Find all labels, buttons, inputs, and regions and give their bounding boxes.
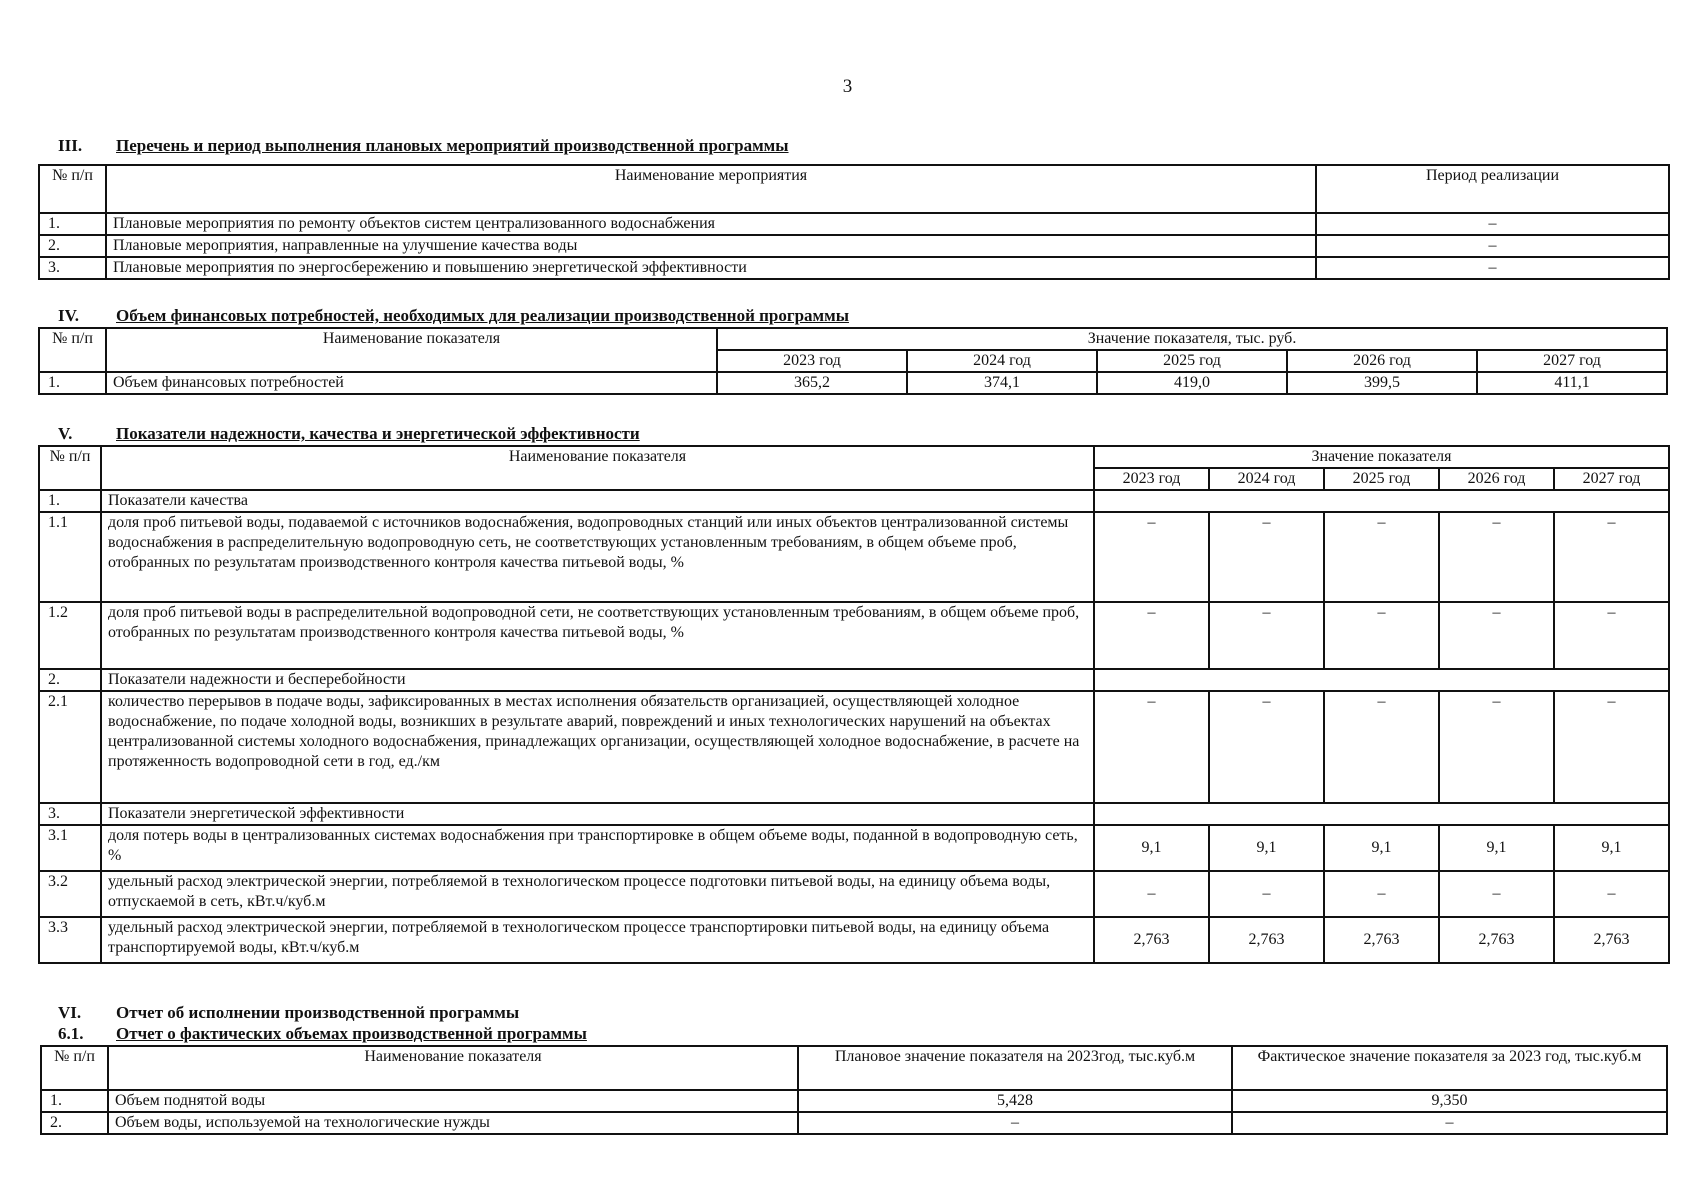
s61-header-fact: Фактическое значение показателя за 2023 год, тыс.куб.м <box>1232 1046 1667 1090</box>
section-3-number: III. <box>58 136 83 155</box>
row-num: 3.2 <box>39 871 101 917</box>
row-value: – <box>1554 512 1669 602</box>
section-6-1-title: Отчет о фактических объемах производственной программы <box>116 1024 587 1043</box>
row-name: доля потерь воды в централизованных системах водоснабжения при транспортировке в общем объеме воды, поданной в водопроводную сеть, % <box>101 825 1094 871</box>
row-num: 1.2 <box>39 602 101 669</box>
s61-header-plan: Плановое значение показателя на 2023год, тыс.куб.м <box>798 1046 1232 1090</box>
row-name: доля проб питьевой воды, подаваемой с источников водоснабжения, водопроводных станций или иных объектов централизованной системы водоснабжения в распределительную водопроводную сеть, не соответствующих установленным требованиям, в общем объеме проб, отобранных по результатам производственного контроля качества питьевой воды, % <box>101 512 1094 602</box>
table-row <box>39 490 1669 512</box>
row-value: – <box>1439 512 1554 602</box>
section-6-title: Отчет об исполнении производственной программы <box>116 1003 520 1022</box>
table-row <box>39 691 1669 803</box>
s5-year: 2024 год <box>1209 468 1324 490</box>
row-name: Объем воды, используемой на технологические нужды <box>108 1112 798 1134</box>
row-num: 3.3 <box>39 917 101 963</box>
section-4-table <box>38 327 1668 395</box>
s5-header-name: Наименование показателя <box>101 446 1094 490</box>
row-num: 2. <box>39 669 101 691</box>
section-5-heading <box>58 424 640 444</box>
row-plan: 5,428 <box>798 1090 1232 1112</box>
row-value: – <box>1439 691 1554 803</box>
table-row <box>39 257 1669 279</box>
row-value: 9,1 <box>1554 825 1669 871</box>
row-value: – <box>1209 602 1324 669</box>
section-5-number: V. <box>58 424 73 443</box>
row-period: – <box>1316 213 1669 235</box>
row-name: Показатели энергетической эффективности <box>101 803 1094 825</box>
s4-year: 2025 год <box>1097 350 1287 372</box>
s5-header-num: № п/п <box>39 446 101 490</box>
s3-header-period: Период реализации <box>1316 165 1669 213</box>
section-6-1-heading <box>58 1024 587 1044</box>
section-6-heading <box>58 1003 519 1023</box>
page-number: 3 <box>842 76 853 97</box>
s4-header-name: Наименование показателя <box>106 328 717 372</box>
table-row <box>39 825 1669 871</box>
row-fact: – <box>1232 1112 1667 1134</box>
row-value: – <box>1554 691 1669 803</box>
row-value: – <box>1094 512 1209 602</box>
row-period: – <box>1316 257 1669 279</box>
s4-header-value: Значение показателя, тыс. руб. <box>717 328 1667 350</box>
row-value: 2,763 <box>1209 917 1324 963</box>
row-num: 1. <box>39 213 106 235</box>
row-value: – <box>1439 602 1554 669</box>
row-name: удельный расход электрической энергии, потребляемой в технологическом процессе транспортировки питьевой воды, на единицу объема транспортируемой воды, кВт.ч/куб.м <box>101 917 1094 963</box>
section-6-1-table <box>40 1045 1668 1135</box>
s3-header-name: Наименование мероприятия <box>106 165 1316 213</box>
row-empty <box>1094 490 1669 512</box>
row-value: – <box>1554 602 1669 669</box>
row-value: – <box>1324 691 1439 803</box>
table-row <box>39 213 1669 235</box>
row-num: 3.1 <box>39 825 101 871</box>
section-3-title: Перечень и период выполнения плановых мероприятий производственной программы <box>116 136 789 155</box>
row-name: удельный расход электрической энергии, потребляемой в технологическом процессе подготовки питьевой воды, на единицу объема воды, отпускаемой в сеть, кВт.ч/куб.м <box>101 871 1094 917</box>
row-value: – <box>1209 691 1324 803</box>
row-value: 399,5 <box>1287 372 1477 394</box>
table-row <box>39 235 1669 257</box>
row-num: 1.1 <box>39 512 101 602</box>
row-name: Объем поднятой воды <box>108 1090 798 1112</box>
row-value: – <box>1209 871 1324 917</box>
section-5-title: Показатели надежности, качества и энергетической эффективности <box>116 424 640 443</box>
table-row <box>39 372 1667 394</box>
row-name: Объем финансовых потребностей <box>106 372 717 394</box>
s61-header-num: № п/п <box>41 1046 108 1090</box>
row-num: 1. <box>39 490 101 512</box>
row-value: – <box>1324 871 1439 917</box>
section-6-number: VI. <box>58 1003 82 1022</box>
row-num: 2.1 <box>39 691 101 803</box>
s61-header-name: Наименование показателя <box>108 1046 798 1090</box>
row-name: Плановые мероприятия по энергосбережению и повышению энергетической эффективности <box>106 257 1316 279</box>
row-empty <box>1094 803 1669 825</box>
row-name: количество перерывов в подаче воды, зафиксированных в местах исполнения обязательств организацией, осуществляющей холодное водоснабжение, по подаче холодной воды, возникших в результате аварий, повреждений и иных технологических нарушений на объектах централизованной системы холодного водоснабжения, принадлежащих организации, осуществляющей холодное водоснабжение, в расчете на протяженность водопроводной сети в год, ед./км <box>101 691 1094 803</box>
row-fact: 9,350 <box>1232 1090 1667 1112</box>
row-value: 365,2 <box>717 372 907 394</box>
row-value: – <box>1324 512 1439 602</box>
row-value: – <box>1094 871 1209 917</box>
s4-year: 2023 год <box>717 350 907 372</box>
table-row <box>39 803 1669 825</box>
s4-year: 2024 год <box>907 350 1097 372</box>
row-period: – <box>1316 235 1669 257</box>
row-value: – <box>1324 602 1439 669</box>
row-value: 9,1 <box>1094 825 1209 871</box>
row-value: – <box>1439 871 1554 917</box>
row-name: доля проб питьевой воды в распределительной водопроводной сети, не соответствующих установленным требованиям, в общем объеме проб, отобранных по результатам производственного контроля качества питьевой воды, % <box>101 602 1094 669</box>
section-5-table <box>38 445 1670 964</box>
row-plan: – <box>798 1112 1232 1134</box>
s5-year: 2025 год <box>1324 468 1439 490</box>
table-row <box>39 669 1669 691</box>
row-value: 2,763 <box>1554 917 1669 963</box>
section-3-table <box>38 164 1670 280</box>
row-empty <box>1094 669 1669 691</box>
section-4-title: Объем финансовых потребностей, необходимых для реализации производственной программы <box>116 306 849 325</box>
row-value: – <box>1094 691 1209 803</box>
section-3-heading <box>58 136 789 156</box>
table-row <box>41 1090 1667 1112</box>
row-value: 9,1 <box>1439 825 1554 871</box>
row-value: – <box>1554 871 1669 917</box>
section-6-1-number: 6.1. <box>58 1024 84 1043</box>
s4-year: 2026 год <box>1287 350 1477 372</box>
section-4-number: IV. <box>58 306 79 325</box>
s4-year: 2027 год <box>1477 350 1667 372</box>
row-name: Показатели надежности и бесперебойности <box>101 669 1094 691</box>
section-4-heading <box>58 306 849 326</box>
row-value: 9,1 <box>1324 825 1439 871</box>
row-name: Показатели качества <box>101 490 1094 512</box>
table-row <box>39 602 1669 669</box>
row-value: 2,763 <box>1324 917 1439 963</box>
row-num: 3. <box>39 803 101 825</box>
row-name: Плановые мероприятия по ремонту объектов систем централизованного водоснабжения <box>106 213 1316 235</box>
row-num: 3. <box>39 257 106 279</box>
row-name: Плановые мероприятия, направленные на улучшение качества воды <box>106 235 1316 257</box>
s3-header-num: № п/п <box>39 165 106 213</box>
row-value: 2,763 <box>1439 917 1554 963</box>
row-num: 1. <box>41 1090 108 1112</box>
s5-year: 2023 год <box>1094 468 1209 490</box>
table-row <box>39 871 1669 917</box>
s4-header-num: № п/п <box>39 328 106 372</box>
s5-year: 2027 год <box>1554 468 1669 490</box>
row-num: 2. <box>41 1112 108 1134</box>
row-value: 419,0 <box>1097 372 1287 394</box>
s5-year: 2026 год <box>1439 468 1554 490</box>
row-value: 411,1 <box>1477 372 1667 394</box>
row-value: 2,763 <box>1094 917 1209 963</box>
row-value: 374,1 <box>907 372 1097 394</box>
row-value: – <box>1094 602 1209 669</box>
table-row <box>39 917 1669 963</box>
row-num: 1. <box>39 372 106 394</box>
row-value: – <box>1209 512 1324 602</box>
table-row <box>39 512 1669 602</box>
s5-header-value: Значение показателя <box>1094 446 1669 468</box>
table-row <box>41 1112 1667 1134</box>
row-num: 2. <box>39 235 106 257</box>
row-value: 9,1 <box>1209 825 1324 871</box>
